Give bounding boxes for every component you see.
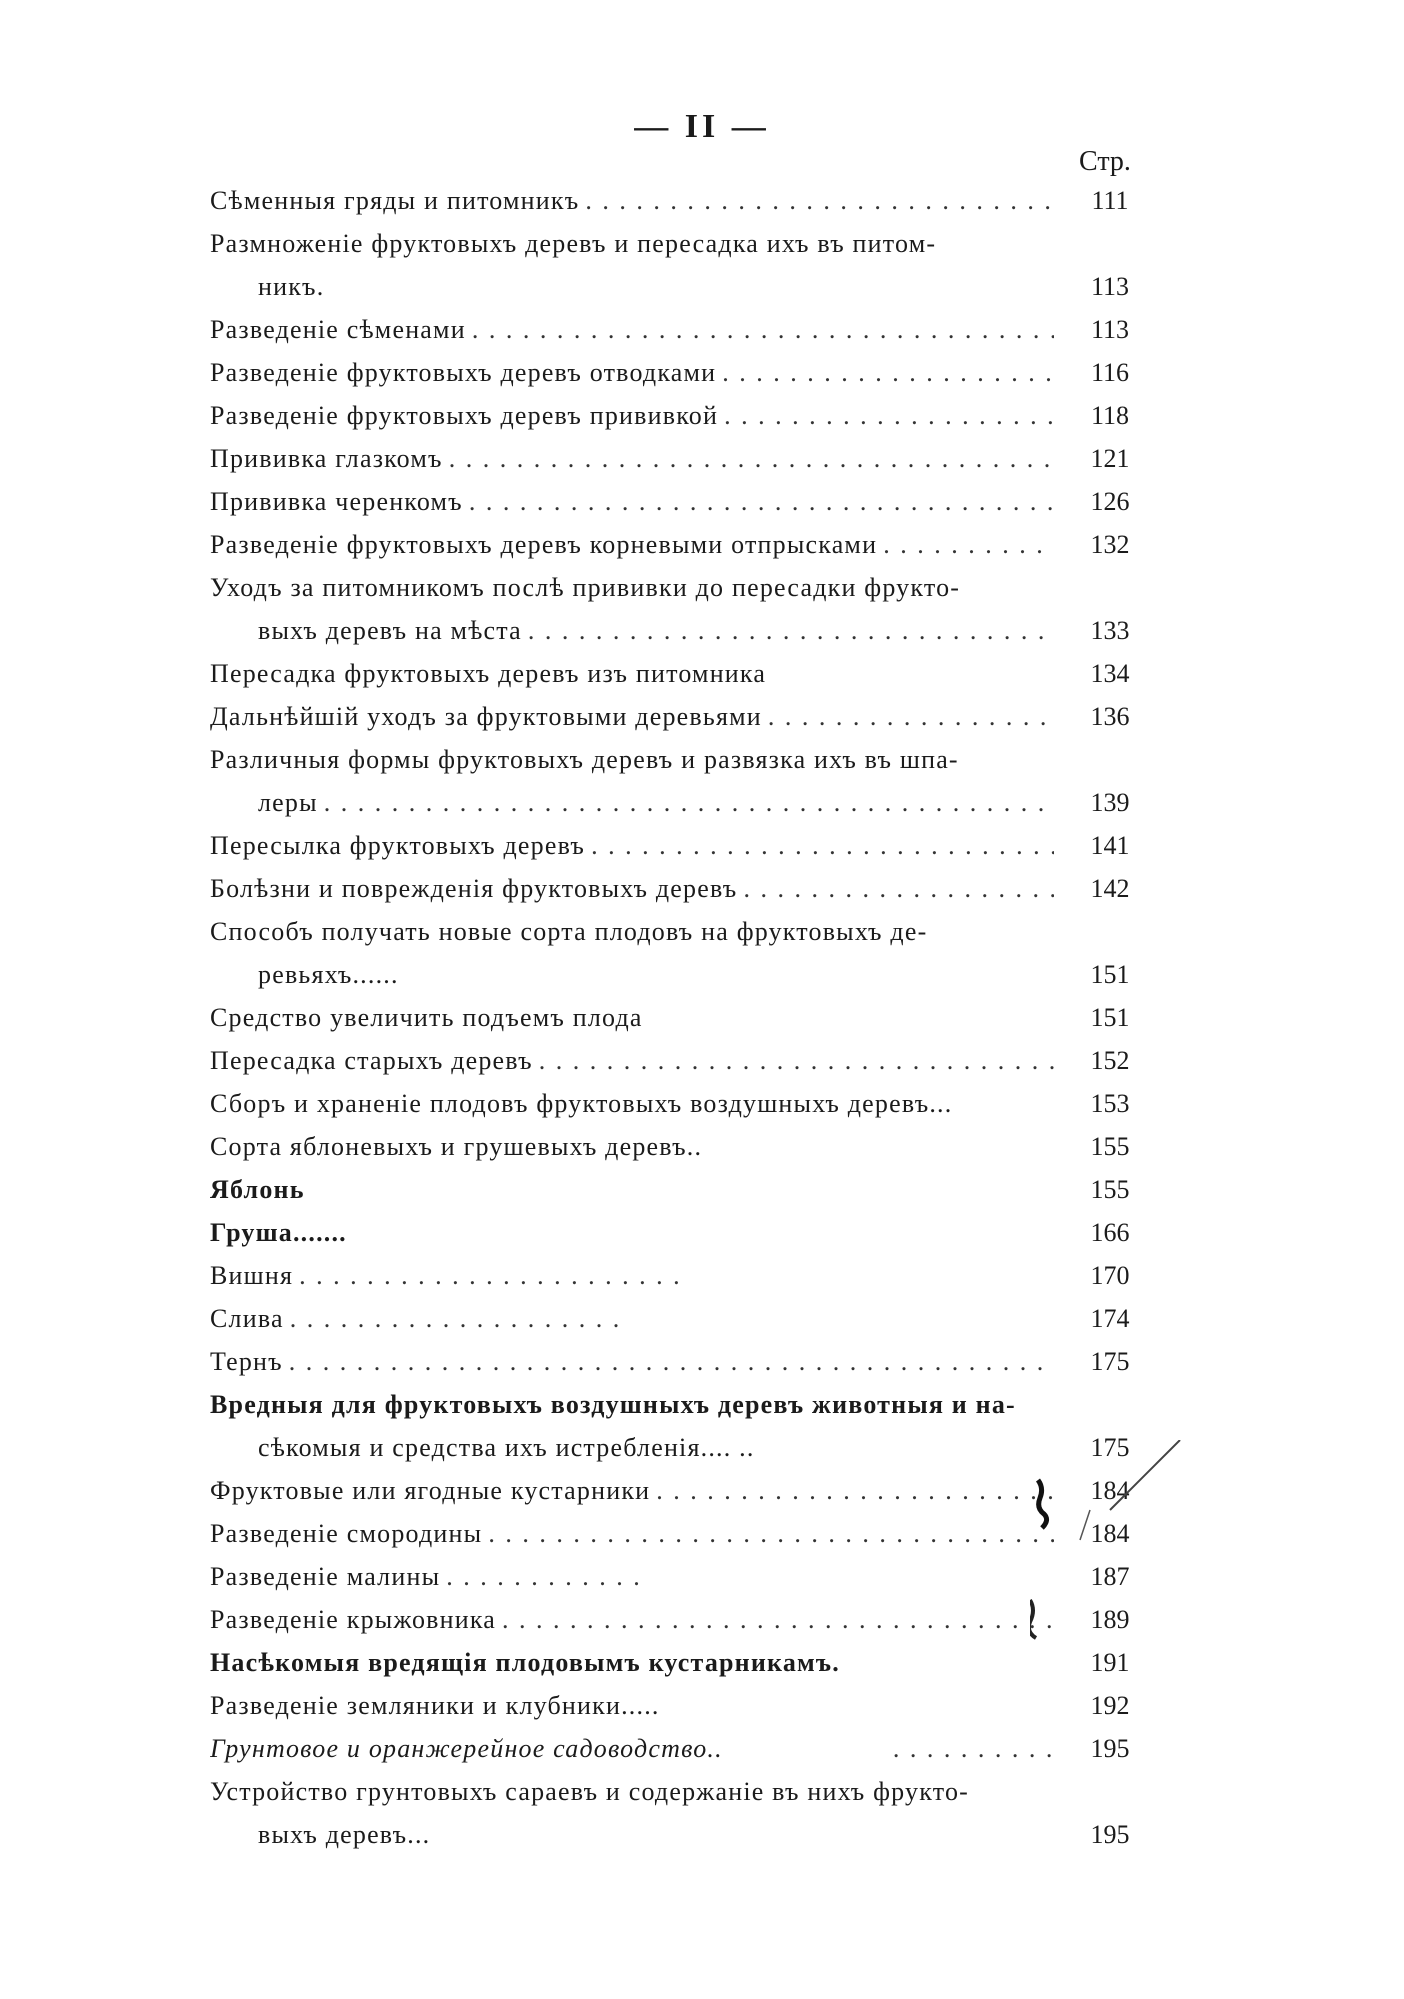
toc-entry-title: Разведеніе сѣменами bbox=[210, 315, 466, 344]
toc-entry-title: Фруктовые или ягодные кустарники bbox=[210, 1476, 651, 1505]
toc-entry bbox=[210, 1175, 1060, 1215]
toc-entry-page: 113 bbox=[1090, 272, 1130, 301]
toc-entry-page: 153 bbox=[1090, 1089, 1130, 1118]
toc-entry-title: Способъ получать новые сорта плодовъ на фруктовыхъ де- bbox=[210, 917, 928, 946]
toc-entry-title: Прививка черенкомъ bbox=[210, 487, 463, 516]
toc-entry bbox=[210, 917, 1060, 957]
toc-entry bbox=[210, 831, 1060, 871]
toc-entry-page bbox=[1070, 229, 1150, 269]
toc-entry bbox=[210, 1476, 1060, 1516]
toc-entry bbox=[210, 1777, 1060, 1817]
toc-entry-page: 195 bbox=[1090, 1820, 1130, 1849]
toc-entry-page: 155 bbox=[1090, 1175, 1130, 1204]
toc-entry-title: леры bbox=[258, 788, 318, 817]
toc-entry bbox=[210, 1347, 1060, 1387]
toc-entry-title: Разведеніе малины bbox=[210, 1562, 441, 1591]
ink-mark-decoration bbox=[1030, 1440, 1190, 1670]
toc-entry-page bbox=[1070, 917, 1150, 957]
toc-entry bbox=[210, 358, 1060, 398]
toc-entry bbox=[210, 874, 1060, 914]
toc-entry-title: сѣкомыя и средства ихъ истребленія.... .. bbox=[258, 1433, 755, 1462]
toc-entry-title: Вредныя для фруктовыхъ воздушныхъ деревъ животныя и на- bbox=[210, 1390, 1016, 1419]
toc-entry-title: Дальнѣйшій уходъ за фруктовыми деревьями bbox=[210, 702, 762, 731]
toc-entry-page: 155 bbox=[1090, 1132, 1130, 1161]
toc-entry-title: Сорта яблоневыхъ и грушевыхъ деревъ.. bbox=[210, 1132, 703, 1161]
toc-entry-title: Устройство грунтовыхъ сараевъ и содержаніе въ нихъ фрукто- bbox=[210, 1777, 970, 1806]
toc-entry-page bbox=[1070, 1390, 1150, 1430]
toc-entry bbox=[210, 1562, 1060, 1602]
toc-entry-page: 170 bbox=[1090, 1261, 1130, 1290]
toc-entry bbox=[210, 1261, 1060, 1301]
toc-entry bbox=[210, 186, 1060, 226]
toc-entry-page: 184 bbox=[1090, 1476, 1130, 1505]
toc-entry bbox=[210, 487, 1060, 527]
toc-entry-page: 126 bbox=[1090, 487, 1130, 516]
toc-entry-title: Насѣкомыя вредящія плодовымъ кустарникамъ. bbox=[210, 1648, 840, 1677]
toc-entry-page: 139 bbox=[1090, 788, 1130, 817]
toc-entry-page: 189 bbox=[1090, 1605, 1130, 1634]
toc-entry bbox=[258, 788, 1060, 828]
toc-entry-title: Яблонь bbox=[210, 1175, 305, 1204]
toc-entry-title: Пересадка фруктовыхъ деревъ изъ питомника bbox=[210, 659, 767, 688]
toc-entry bbox=[210, 1304, 1060, 1344]
toc-entry-title: Груша....... bbox=[210, 1218, 347, 1247]
toc-entry bbox=[210, 1519, 1060, 1559]
toc-entry bbox=[210, 1003, 1060, 1043]
toc-entry-page: 118 bbox=[1090, 401, 1130, 430]
toc-entry-title: Сѣменныя гряды и питомникъ bbox=[210, 186, 580, 215]
toc-entry bbox=[210, 229, 1060, 269]
toc-entry-page: 133 bbox=[1090, 616, 1130, 645]
toc-entry-title: Слива bbox=[210, 1304, 284, 1333]
toc-entry-page: 174 bbox=[1090, 1304, 1130, 1333]
toc-entry-title: Сборъ и храненіе плодовъ фруктовыхъ воздушныхъ деревъ... bbox=[210, 1089, 953, 1118]
toc-entry-title: Пересадка старыхъ деревъ bbox=[210, 1046, 533, 1075]
toc-entry bbox=[210, 1132, 1060, 1172]
toc-entry bbox=[210, 530, 1060, 570]
toc-entry bbox=[258, 1820, 1060, 1860]
toc-entry bbox=[258, 960, 1060, 1000]
toc-entry bbox=[210, 1089, 1060, 1129]
toc-entry-page: 111 bbox=[1091, 186, 1129, 215]
toc-entry-page: 141 bbox=[1090, 831, 1130, 860]
toc-entry-title: Размноженіе фруктовыхъ деревъ и пересадка ихъ въ питом- bbox=[210, 229, 937, 258]
toc-entry bbox=[258, 1433, 1060, 1473]
toc-entry bbox=[210, 1691, 1060, 1731]
toc-entry-title: Различныя формы фруктовыхъ деревъ и развязка ихъ въ шпа- bbox=[210, 745, 959, 774]
toc-entry bbox=[210, 444, 1060, 484]
toc-entry-page: 121 bbox=[1090, 444, 1130, 473]
toc-entry-page: 136 bbox=[1090, 702, 1130, 731]
toc-entry bbox=[210, 1734, 1060, 1774]
toc-entry bbox=[210, 702, 1060, 742]
toc-entry-title: Уходъ за питомникомъ послѣ прививки до пересадки фрукто- bbox=[210, 573, 961, 602]
toc-entry bbox=[210, 315, 1060, 355]
toc-entry bbox=[210, 745, 1060, 785]
toc-entry-title: Разведеніе смородины bbox=[210, 1519, 483, 1548]
toc-entry-page: 113 bbox=[1090, 315, 1130, 344]
toc-entry-page: 175 bbox=[1090, 1433, 1130, 1462]
page-header-marker: — II — bbox=[634, 108, 770, 145]
toc-entry-page: 166 bbox=[1090, 1218, 1130, 1247]
toc-entry-title: Разведеніе крыжовника bbox=[210, 1605, 497, 1634]
toc-entry-title: ревьяхъ...... bbox=[258, 960, 399, 989]
toc-entry-page: 116 bbox=[1090, 358, 1130, 387]
toc-entry-title: Разведеніе фруктовыхъ деревъ прививкой bbox=[210, 401, 719, 430]
toc-entry bbox=[210, 1648, 1060, 1688]
toc-entry-title: Разведеніе фруктовыхъ деревъ отводками bbox=[210, 358, 717, 387]
toc-entry-page: 142 bbox=[1090, 874, 1130, 903]
toc-entry-title: Средство увеличить подъемъ плода bbox=[210, 1003, 643, 1032]
toc-entry-title: выхъ деревъ на мѣста bbox=[258, 616, 522, 645]
toc-entry-page: 151 bbox=[1090, 960, 1130, 989]
toc-entry-page bbox=[1070, 573, 1150, 613]
toc-entry-title: Тернъ bbox=[210, 1347, 283, 1376]
toc-entry-page: 191 bbox=[1090, 1648, 1130, 1677]
toc-entry-page: 151 bbox=[1090, 1003, 1130, 1032]
toc-entry-page: 195 bbox=[1090, 1734, 1130, 1763]
toc-entry-title: Разведеніе фруктовыхъ деревъ корневыми отпрысками bbox=[210, 530, 878, 559]
toc-entry bbox=[210, 573, 1060, 613]
toc-entry bbox=[210, 1218, 1060, 1258]
toc-entry-title: Прививка глазкомъ bbox=[210, 444, 443, 473]
toc-entry-title: Пересылка фруктовыхъ деревъ bbox=[210, 831, 586, 860]
toc-entry-title: никъ. bbox=[258, 272, 325, 301]
toc-entry-page: 175 bbox=[1090, 1347, 1130, 1376]
toc-entry-page bbox=[1070, 1777, 1150, 1817]
toc-entry-page: 192 bbox=[1090, 1691, 1130, 1720]
toc-entry bbox=[210, 659, 1060, 699]
toc-entry-page bbox=[1070, 745, 1150, 785]
toc-entry-page: 152 bbox=[1090, 1046, 1130, 1075]
toc-entry-page: 187 bbox=[1090, 1562, 1130, 1591]
toc-entry bbox=[210, 1605, 1060, 1645]
page-column-label: Стр. bbox=[1079, 146, 1131, 177]
toc-entry-title: Разведеніе земляники и клубники..... bbox=[210, 1691, 660, 1720]
toc-entry bbox=[210, 1046, 1060, 1086]
toc-entry bbox=[210, 401, 1060, 441]
toc-entry-page: 132 bbox=[1090, 530, 1130, 559]
toc-entry bbox=[258, 616, 1060, 656]
toc-entry bbox=[210, 1390, 1060, 1430]
toc-entry-title: Вишня bbox=[210, 1261, 294, 1290]
toc-entry-page: 184 bbox=[1090, 1519, 1130, 1548]
toc-entry-title: Болѣзни и поврежденія фруктовыхъ деревъ bbox=[210, 874, 738, 903]
toc-entry bbox=[258, 272, 1060, 312]
toc-entry-title: Грунтовое и оранжерейное садоводство.. bbox=[210, 1734, 723, 1763]
toc-entry-title: выхъ деревъ... bbox=[258, 1820, 431, 1849]
toc-entry-page: 134 bbox=[1090, 659, 1130, 688]
